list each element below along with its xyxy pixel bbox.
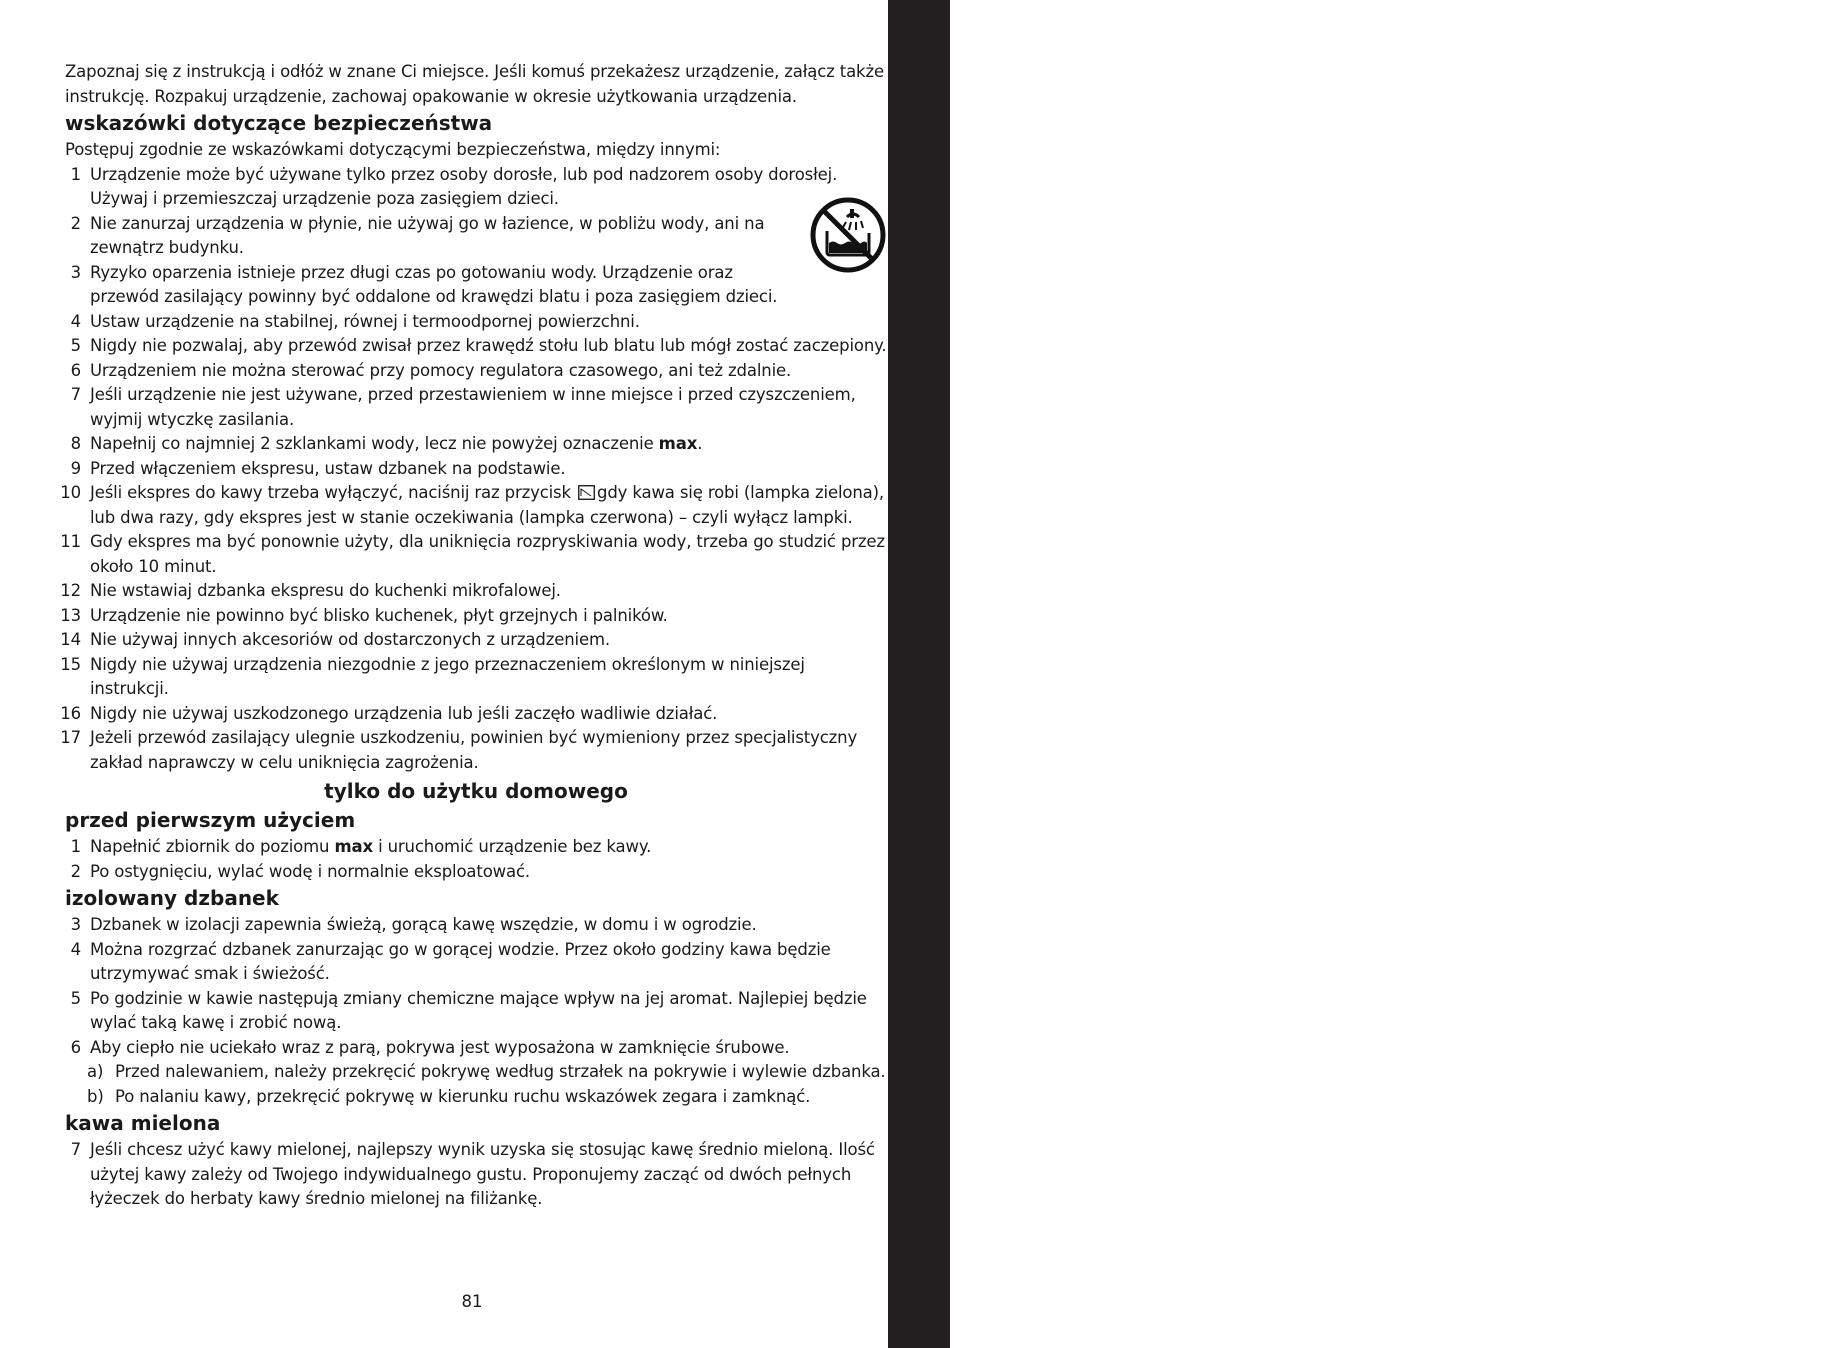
item-number: 1: [70, 164, 81, 184]
item-text: Można rozgrzać dzbanek zanurzając go w gorącej wodzie. Przez około godziny kawa będzie utrzymywać smak i świeżość.: [90, 939, 831, 983]
list-item: [65, 310, 887, 335]
item-number: 16: [60, 703, 81, 723]
item-number: 13: [60, 605, 81, 625]
item-number: 9: [70, 458, 81, 478]
safety-lead: Postępuj zgodnie ze wskazówkami dotyczącymi bezpieczeństwa, między innymi:: [65, 140, 721, 159]
item-text: Jeśli chcesz użyć kawy mielonej, najlepszy wynik uzyska się stosując kawę średnio mieloną. Ilość użytej kawy zależy od Twojego indywidualnego gustu. Proponujemy zacząć od dwóch pełnych łyżeczek do herbaty kawy średnio mielonej na filiżankę.: [90, 1140, 875, 1208]
item-number: 11: [60, 532, 81, 551]
item-text: Urządzenie nie powinno być blisko kuchenek, płyt grzejnych i palników.: [90, 605, 668, 625]
item-text: Ryzyko oparzenia istnieje przez długi czas po gotowaniu wody. Urządzenie oraz przewód zasilający powinny być oddalone od krawędzi blatu i poza zasięgiem dzieci.: [90, 262, 778, 306]
item-text: Po ostygnięciu, wylać wodę i normalnie eksploatować.: [90, 861, 530, 881]
item-text: Urządzeniem nie można sterować przy pomocy regulatora czasowego, ani też zdalnie.: [90, 360, 792, 380]
item-number: 4: [70, 311, 81, 331]
item-number: 6: [70, 360, 81, 380]
page-number: 81: [461, 1292, 483, 1311]
item-number: 14: [60, 630, 81, 649]
item-text: Gdy ekspres ma być ponownie użyty, dla uniknięcia rozpryskiwania wody, trzeba go studzić przez około 10 minut.: [90, 532, 885, 576]
item-number: 1: [70, 837, 81, 856]
max-mark: max: [334, 837, 373, 856]
item-text: Nie używaj innych akcesoriów od dostarczonych z urządzeniem.: [90, 630, 610, 649]
item-text-end: i uruchomić urządzenie bez kawy.: [372, 837, 652, 856]
item-text: Napełnij co najmniej 2 szklankami wody, lecz nie powyżej oznaczenie: [90, 434, 659, 453]
item-text: Po godzinie w kawie następują zmiany chemiczne mające wpływ na jej aromat. Najlepiej będzie wylać taką kawę i zrobić nową.: [90, 988, 867, 1032]
item-number: 12: [60, 581, 81, 600]
item-text: Dzbanek w izolacji zapewnia świeżą, gorącą kawę wszędzie, w domu i w ogrodzie.: [90, 915, 757, 934]
list-item: [65, 212, 887, 261]
item-number: 17: [60, 728, 81, 747]
item-number: 8: [70, 434, 81, 453]
item-text: Napełnić zbiornik do poziomu: [90, 837, 335, 856]
item-number: 4: [70, 939, 81, 959]
item-text: Nigdy nie pozwalaj, aby przewód zwisał przez krawędź stołu lub blatu lub mógł zostać zaczepiony.: [90, 336, 887, 355]
first-use-list: [65, 835, 887, 884]
ground-coffee-heading: kawa mielona: [65, 1111, 221, 1135]
item-number: 2: [70, 213, 81, 233]
item-number: 7: [70, 1140, 81, 1159]
list-item: [65, 261, 887, 310]
item-text-end: .: [697, 434, 703, 453]
list-item: [60, 628, 887, 653]
sub-list-item: [65, 1085, 887, 1110]
safety-list: [60, 163, 887, 776]
item-number: 3: [70, 915, 81, 934]
intro-paragraph: Zapoznaj się z instrukcją i odłóż w znane Ci miejsce. Jeśli komuś przekażesz urządzenie, załącz także instrukcję. Rozpakuj urządzenie, zachowaj opakowanie w okresie użytkowania urządzenia.: [65, 62, 884, 106]
list-item: [65, 383, 887, 432]
side-tab-label: instrukcja: [1789, 66, 1825, 224]
list-item: [60, 726, 887, 775]
list-item: [65, 835, 887, 860]
list-item: [60, 653, 887, 702]
side-tab: [888, 0, 1825, 1348]
list-item: [65, 987, 887, 1036]
item-text: Urządzenie może być używane tylko przez osoby dorosłe, lub pod nadzorem osoby dorosłej. Używaj i przemieszczaj urządzenie poza zasięgiem dzieci.: [90, 164, 838, 208]
item-text: Nigdy nie używaj urządzenia niezgodnie z jego przeznaczeniem określonym w niniejszej instrukcji.: [90, 654, 805, 698]
list-item: [65, 432, 887, 457]
list-item: [65, 359, 887, 384]
ground-coffee-list: [65, 1138, 887, 1212]
item-number: 10: [60, 483, 81, 502]
max-mark: max: [658, 434, 698, 453]
sub-list-item: [65, 1060, 887, 1085]
list-item: [60, 530, 887, 579]
sub-item-letter: b): [87, 1086, 104, 1106]
safety-heading: wskazówki dotyczące bezpieczeństwa: [65, 111, 493, 135]
list-item: [60, 481, 887, 530]
list-item: [60, 604, 887, 629]
instruction-content: [60, 60, 887, 1212]
item-number: 3: [70, 262, 81, 282]
sub-item-letter: a): [87, 1062, 104, 1081]
list-item: [65, 938, 887, 987]
item-number: 2: [70, 861, 81, 881]
item-number: 15: [60, 654, 81, 674]
list-item: [65, 163, 887, 212]
item-text: Nie wstawiaj dzbanka ekspresu do kuchenki mikrofalowej.: [90, 581, 561, 600]
jug-list: [65, 913, 887, 1109]
item-text: Przed nalewaniem, należy przekręcić pokrywę według strzałek na pokrywie i wylewie dzbanka.: [115, 1062, 886, 1081]
item-text-end: gdy kawa się robi (lampka zielona), lub dwa razy, gdy ekspres jest w stanie oczekiwania (lampka czerwona) – czyli wyłącz lampki.: [90, 483, 884, 527]
item-text: Jeśli ekspres do kawy trzeba wyłączyć, naciśnij raz przycisk: [90, 483, 577, 502]
list-item: [65, 1036, 887, 1061]
list-item: [60, 579, 887, 604]
item-text: Przed włączeniem ekspresu, ustaw dzbanek na podstawie.: [90, 458, 566, 478]
item-text: Nigdy nie używaj uszkodzonego urządzenia lub jeśli zaczęło wadliwie działać.: [90, 703, 718, 723]
item-text: Jeżeli przewód zasilający ulegnie uszkodzeniu, powinien być wymieniony przez specjalistyczny zakład naprawczy w celu uniknięcia zagrożenia.: [90, 728, 858, 772]
item-text: Ustaw urządzenie na stabilnej, równej i termoodpornej powierzchni.: [90, 311, 640, 331]
on-off-button-icon: [578, 485, 595, 500]
item-number: 7: [70, 385, 81, 404]
household-heading: tylko do użytku domowego: [324, 779, 628, 803]
list-item: [65, 913, 887, 938]
item-text: Po nalaniu kawy, przekręcić pokrywę w kierunku ruchu wskazówek zegara i zamknąć.: [115, 1086, 811, 1106]
list-item: [60, 702, 887, 727]
item-text: Nie zanurzaj urządzenia w płynie, nie używaj go w łazience, w pobliżu wody, ani na zewnątrz budynku.: [90, 213, 765, 257]
list-item: [65, 860, 887, 885]
list-item: [65, 457, 887, 482]
jug-heading: izolowany dzbanek: [65, 886, 279, 910]
list-item: [65, 1138, 887, 1212]
item-number: 6: [70, 1037, 81, 1057]
list-item: [65, 334, 887, 359]
first-use-heading: przed pierwszym użyciem: [65, 808, 356, 832]
item-text: Jeśli urządzenie nie jest używane, przed przestawieniem w inne miejsce i przed czyszczeniem, wyjmij wtyczkę zasilania.: [90, 385, 856, 429]
item-text: Aby ciepło nie uciekało wraz z parą, pokrywa jest wyposażona w zamknięcie śrubowe.: [90, 1037, 790, 1057]
item-number: 5: [70, 988, 81, 1008]
item-number: 5: [70, 336, 81, 355]
